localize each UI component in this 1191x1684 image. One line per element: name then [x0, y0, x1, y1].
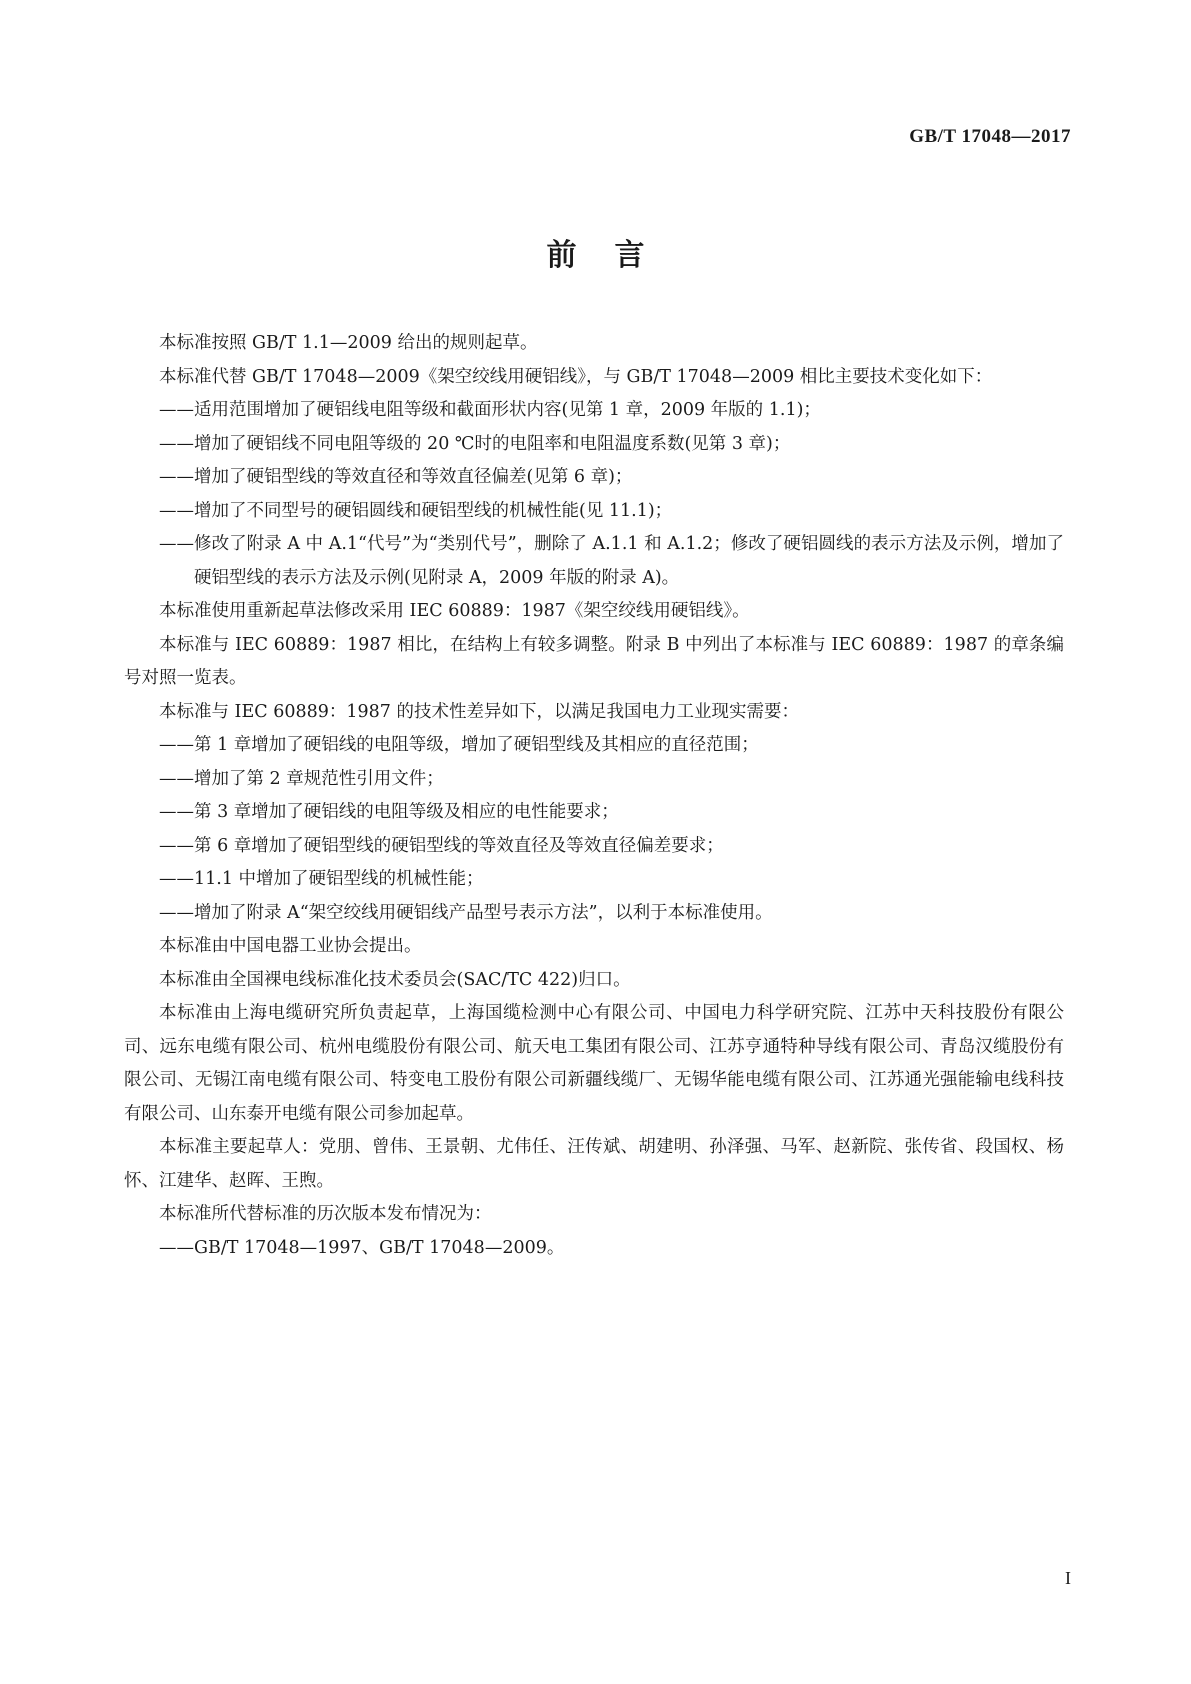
list-item: ——第 6 章增加了硬铝型线的硬铝型线的等效直径及等效直径偏差要求；: [159, 835, 724, 856]
list-item: ——增加了硬铝线不同电阻等级的 20 ℃时的电阻率和电阻温度系数(见第 3 章)；: [159, 433, 791, 454]
list-item: ——GB/T 17048—1997、GB/T 17048—2009。: [159, 1237, 565, 1258]
list-item: ——第 3 章增加了硬铝线的电阻等级及相应的电性能要求；: [159, 802, 619, 822]
paragraph: 本标准按照 GB/T 1.1—2009 给出的规则起草。: [159, 333, 538, 353]
page-number: I: [1065, 1568, 1071, 1588]
page-title: 前言: [546, 238, 683, 273]
list-item: ——第 1 章增加了硬铝线的电阻等级，增加了硬铝型线及其相应的直径范围；: [159, 735, 759, 755]
foreword-body: [124, 327, 1064, 1265]
paragraph: 本标准由上海电缆研究所负责起草，上海国缆检测中心有限公司、中国电力科学研究院、江苏中天科技股份有限公司、远东电缆有限公司、杭州电缆股份有限公司、航天电工集团有限公司、江苏亨通特种导线有限公司、青岛汉缆股份有限公司、无锡江南电缆有限公司、特变电工股份有限公司新疆线缆厂、无锡华能电缆有限公司、江苏通光强能输电线科技有限公司、山东泰开电缆有限公司参加起草。: [124, 1003, 1064, 1124]
list-item: ——11.1 中增加了硬铝型线的机械性能；: [159, 869, 484, 889]
standard-code: GB/T 17048—2017: [909, 126, 1071, 147]
paragraph: 本标准代替 GB/T 17048—2009《架空绞线用硬铝线》，与 GB/T 17048—2009 相比主要技术变化如下：: [159, 366, 993, 387]
list-item: ——增加了附录 A“架空绞线用硬铝线产品型号表示方法”，以利于本标准使用。: [159, 902, 773, 923]
list-item: ——修改了附录 A 中 A.1“代号”为“类别代号”，删除了 A.1.1 和 A.1.2；修改了硬铝圆线的表示方法及示例，增加了硬铝型线的表示方法及示例(见附录 A，2009 年版的附录 A)。: [159, 534, 1064, 588]
list-item: ——增加了硬铝型线的等效直径和等效直径偏差(见第 6 章)；: [159, 467, 633, 487]
list-item: ——适用范围增加了硬铝线电阻等级和截面形状内容(见第 1 章，2009 年版的 1.1)；: [159, 400, 821, 420]
paragraph: 本标准由中国电器工业协会提出。: [159, 936, 422, 956]
paragraph: 本标准所代替标准的历次版本发布情况为：: [159, 1204, 492, 1224]
list-item: ——增加了第 2 章规范性引用文件；: [159, 768, 444, 789]
paragraph: 本标准使用重新起草法修改采用 IEC 60889：1987《架空绞线用硬铝线》。: [159, 601, 750, 621]
list-item: ——增加了不同型号的硬铝圆线和硬铝型线的机械性能(见 11.1)；: [159, 500, 673, 521]
paragraph: 本标准与 IEC 60889：1987 相比，在结构上有较多调整。附录 B 中列出了本标准与 IEC 60889：1987 的章条编号对照一览表。: [124, 634, 1064, 688]
paragraph: 本标准与 IEC 60889：1987 的技术性差异如下，以满足我国电力工业现实需要：: [159, 701, 799, 722]
paragraph: 本标准主要起草人：党朋、曾伟、王景朝、尤伟任、汪传斌、胡建明、孙泽强、马军、赵新院、张传省、段国权、杨怀、江建华、赵晖、王煦。: [124, 1137, 1064, 1191]
paragraph: 本标准由全国裸电线标准化技术委员会(SAC/TC 422)归口。: [159, 969, 631, 990]
